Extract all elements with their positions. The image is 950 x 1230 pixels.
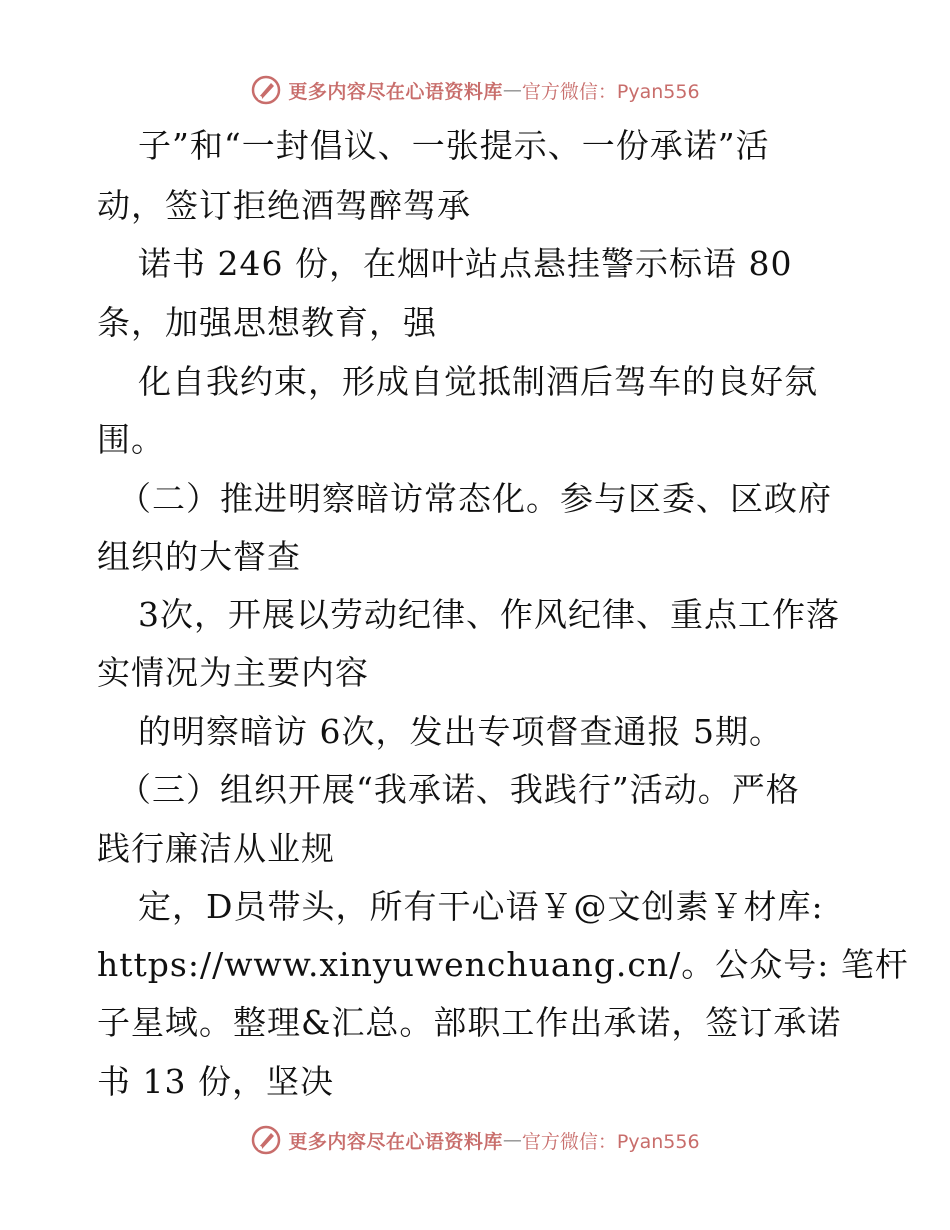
watermark-contact: 官方微信：Pyan556: [521, 80, 700, 103]
body-line: https://www.xinyuwenchuang.cn/。公众号: 笔杆: [97, 945, 909, 984]
header-watermark: [0, 70, 950, 110]
body-line: 书 13 份，坚决: [97, 1062, 334, 1101]
body-line: 践行廉洁从业规: [97, 829, 335, 868]
body-line: 定，D员带头，所有干心语￥@文创素￥材库:: [138, 887, 824, 926]
watermark-separator: —: [502, 1129, 522, 1151]
body-line: 围。: [97, 420, 165, 459]
body-line: 动，签订拒绝酒驾醉驾承: [97, 186, 471, 225]
footer-watermark: [0, 1120, 950, 1160]
body-line: 实情况为主要内容: [97, 653, 369, 692]
body-line: 组织的大督查: [97, 537, 301, 576]
pen-circle-logo-icon: [250, 74, 282, 106]
section-heading-line: （三）组织开展“我承诺、我践行”活动。严格: [118, 770, 800, 809]
body-line: 化自我约束，形成自觉抵制酒后驾车的良好氛: [138, 362, 818, 401]
body-line: 子星域。整理&汇总。部职工作出承诺，签订承诺: [97, 1003, 842, 1042]
watermark-separator: —: [502, 79, 522, 101]
watermark-contact: 官方微信：Pyan556: [521, 1130, 700, 1153]
body-line: 子”和“一封倡议、一张提示、一份承诺”活: [138, 126, 770, 165]
body-line: 3次，开展以劳动纪律、作风纪律、重点工作落: [138, 595, 840, 634]
pen-circle-logo-icon: [250, 1124, 282, 1156]
body-line: 条，加强思想教育，强: [97, 303, 437, 342]
watermark-main-text: 更多内容尽在心语资料库: [288, 80, 503, 103]
body-line: 诺书 246 份，在烟叶站点悬挂警示标语 80: [138, 244, 793, 283]
section-heading-line: （二）推进明察暗访常态化。参与区委、区政府: [118, 479, 832, 518]
body-line: 的明察暗访 6次，发出专项督查通报 5期。: [138, 712, 783, 751]
watermark-main-text: 更多内容尽在心语资料库: [288, 1130, 503, 1153]
